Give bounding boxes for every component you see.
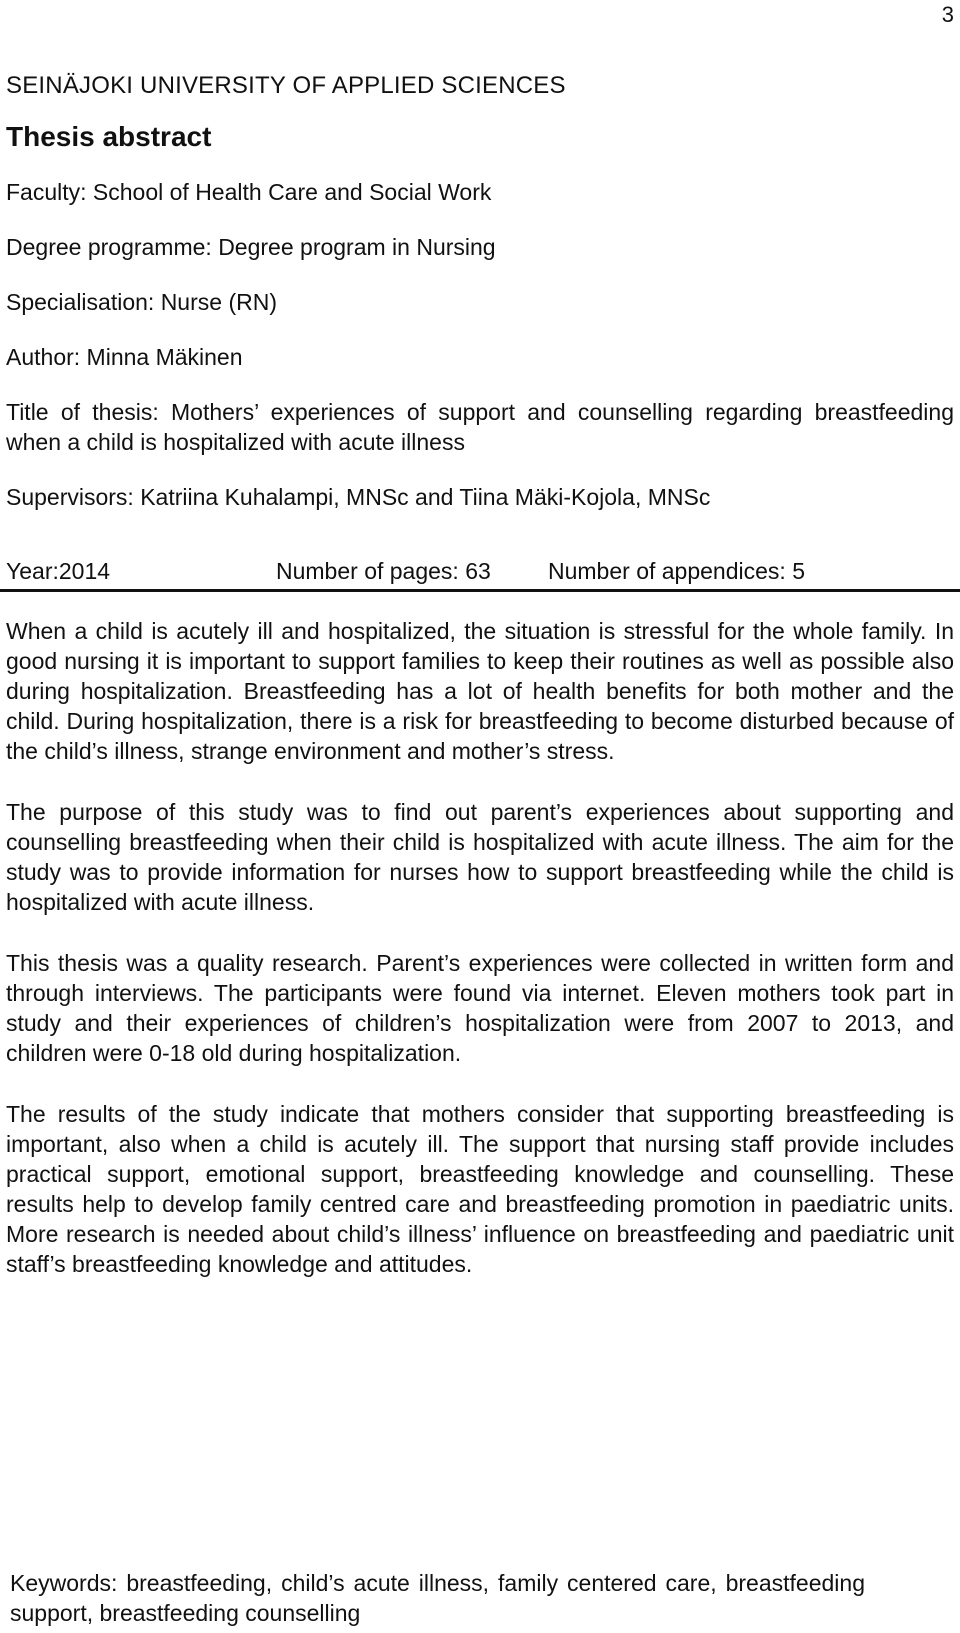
pages-count: Number of pages: 63 [276,558,491,584]
page-number: 3 [941,2,954,27]
abstract-paragraph-3: This thesis was a quality research. Parent’s experiences were collected in written form and through interviews. The participants were found via internet. Eleven mothers took part in study and their experiences of children’s hospitalization were from 2007 to 2013, and children were 0-18 old during hospitalization. [6,950,954,1066]
keywords-line: Keywords: breastfeeding, child’s acute illness, family centered care, breastfeeding support, breastfeeding counselling [10,1570,865,1626]
thesis-title-line: Title of thesis: Mothers’ experiences of support and counselling regarding breastfeeding when a child is hospitalized with acute illness [6,399,954,455]
page-title: Thesis abstract [6,121,212,152]
university-name: SEINÄJOKI UNIVERSITY OF APPLIED SCIENCES [6,72,566,99]
author-line: Author: Minna Mäkinen [6,344,243,370]
abstract-paragraph-2: The purpose of this study was to find out parent’s experiences about supporting and counselling breastfeeding when their child is hospitalized with acute illness. The aim for the study was to provide information for nurses how to support breastfeeding while the child is hospitalized with acute illness. [6,799,954,915]
specialisation-line: Specialisation: Nurse (RN) [6,289,277,315]
abstract-paragraph-1: When a child is acutely ill and hospitalized, the situation is stressful for the whole family. In good nursing it is important to support families to keep their routines as well as possible also during hospitalization. Breastfeeding has a lot of health benefits for both mother and the child. During hospitalization, there is a risk for breastfeeding to become disturbed because of the child’s illness, strange environment and mother’s stress. [6,618,954,764]
appendices-count: Number of appendices: 5 [548,558,805,584]
abstract-body [6,616,954,1310]
header-divider [0,589,960,592]
supervisors-line: Supervisors: Katriina Kuhalampi, MNSc and Tiina Mäki-Kojola, MNSc [6,484,711,510]
degree-programme-line: Degree programme: Degree program in Nursing [6,234,496,260]
year-value: Year:2014 [6,558,111,584]
abstract-paragraph-4: The results of the study indicate that mothers consider that supporting breastfeeding is important, also when a child is acutely ill. The support that nursing staff provide includes practical support, emotional support, breastfeeding knowledge and counselling. These results help to develop family centred care and breastfeeding promotion in paediatric units. More research is needed about child’s illness’ influence on breastfeeding and paediatric unit staff’s breastfeeding knowledge and attitudes. [6,1101,954,1277]
thesis-header [6,70,954,512]
faculty-line: Faculty: School of Health Care and Social Work [6,179,492,205]
